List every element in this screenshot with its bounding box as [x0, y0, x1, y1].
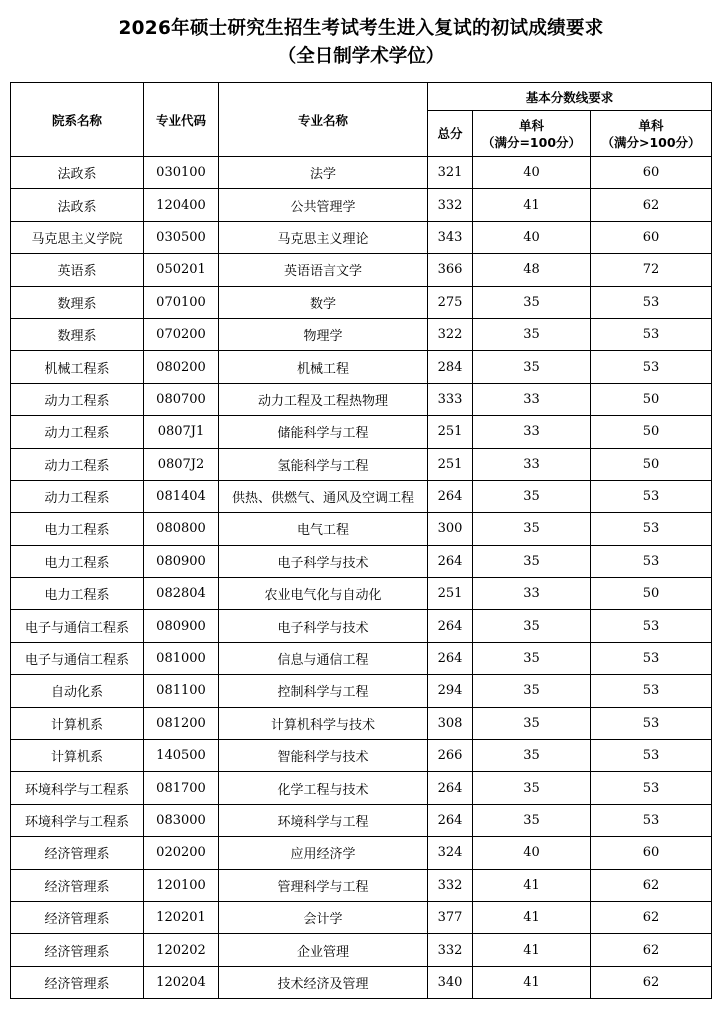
cell-dept: 自动化系	[11, 675, 144, 707]
cell-major: 马克思主义理论	[219, 221, 428, 253]
header-major: 专业名称	[219, 83, 428, 157]
header-basic-score-group: 基本分数线要求	[428, 83, 712, 111]
cell-single-over-100: 53	[591, 480, 712, 512]
cell-single-over-100: 50	[591, 416, 712, 448]
cell-code: 080700	[144, 383, 219, 415]
cell-total: 300	[428, 513, 473, 545]
cell-total: 343	[428, 221, 473, 253]
cell-single-over-100: 53	[591, 286, 712, 318]
cell-code: 080900	[144, 545, 219, 577]
cell-single-100: 35	[473, 675, 591, 707]
table-row	[11, 642, 712, 674]
cell-single-over-100: 60	[591, 157, 712, 189]
header-single-over-100-line1: 单科	[638, 117, 664, 133]
cell-dept: 马克思主义学院	[11, 221, 144, 253]
cell-major: 技术经济及管理	[219, 966, 428, 998]
cell-code: 070200	[144, 318, 219, 350]
cell-single-over-100: 53	[591, 610, 712, 642]
cell-single-100: 35	[473, 740, 591, 772]
cell-single-100: 40	[473, 157, 591, 189]
cell-code: 030100	[144, 157, 219, 189]
cell-major: 机械工程	[219, 351, 428, 383]
cell-code: 082804	[144, 578, 219, 610]
cell-total: 275	[428, 286, 473, 318]
cell-code: 083000	[144, 804, 219, 836]
cell-single-over-100: 60	[591, 837, 712, 869]
cell-dept: 经济管理系	[11, 901, 144, 933]
cell-single-100: 41	[473, 901, 591, 933]
header-single-100	[473, 111, 591, 157]
cell-single-over-100: 62	[591, 934, 712, 966]
cell-code: 081200	[144, 707, 219, 739]
cell-code: 120202	[144, 934, 219, 966]
cell-dept: 法政系	[11, 189, 144, 221]
table-row	[11, 869, 712, 901]
cell-single-100: 35	[473, 545, 591, 577]
cell-code: 080200	[144, 351, 219, 383]
cell-dept: 电子与通信工程系	[11, 642, 144, 674]
cell-total: 332	[428, 934, 473, 966]
cell-single-over-100: 53	[591, 351, 712, 383]
cell-single-over-100: 62	[591, 869, 712, 901]
cell-single-over-100: 53	[591, 642, 712, 674]
cell-single-100: 35	[473, 772, 591, 804]
cell-single-100: 35	[473, 480, 591, 512]
cell-code: 081404	[144, 480, 219, 512]
cell-dept: 动力工程系	[11, 416, 144, 448]
cell-major: 英语语言文学	[219, 254, 428, 286]
cell-major: 电气工程	[219, 513, 428, 545]
cell-major: 电子科学与技术	[219, 610, 428, 642]
header-single-100-line2: （满分=100分）	[481, 134, 582, 150]
cell-dept: 计算机系	[11, 740, 144, 772]
cell-dept: 经济管理系	[11, 934, 144, 966]
header-single-over-100	[591, 111, 712, 157]
cell-major: 信息与通信工程	[219, 642, 428, 674]
cell-total: 322	[428, 318, 473, 350]
cell-total: 264	[428, 642, 473, 674]
cell-single-100: 35	[473, 286, 591, 318]
cell-dept: 电力工程系	[11, 578, 144, 610]
cell-total: 332	[428, 189, 473, 221]
header-code: 专业代码	[144, 83, 219, 157]
cell-major: 数学	[219, 286, 428, 318]
cell-single-100: 35	[473, 804, 591, 836]
table-row	[11, 772, 712, 804]
cell-dept: 环境科学与工程系	[11, 804, 144, 836]
cell-single-100: 41	[473, 966, 591, 998]
cell-total: 251	[428, 416, 473, 448]
table-row	[11, 804, 712, 836]
table-row	[11, 351, 712, 383]
cell-single-over-100: 72	[591, 254, 712, 286]
cell-major: 会计学	[219, 901, 428, 933]
cell-code: 0807J1	[144, 416, 219, 448]
cell-total: 251	[428, 578, 473, 610]
table-row	[11, 383, 712, 415]
cell-code: 050201	[144, 254, 219, 286]
cell-dept: 环境科学与工程系	[11, 772, 144, 804]
table-row	[11, 513, 712, 545]
header-total: 总分	[428, 111, 473, 157]
cell-total: 321	[428, 157, 473, 189]
cell-dept: 经济管理系	[11, 966, 144, 998]
cell-dept: 数理系	[11, 318, 144, 350]
cell-total: 284	[428, 351, 473, 383]
cell-major: 应用经济学	[219, 837, 428, 869]
cell-single-over-100: 53	[591, 707, 712, 739]
table-row	[11, 157, 712, 189]
cell-total: 366	[428, 254, 473, 286]
cell-single-100: 33	[473, 383, 591, 415]
cell-single-over-100: 62	[591, 189, 712, 221]
cell-code: 081700	[144, 772, 219, 804]
table-row	[11, 707, 712, 739]
cell-total: 264	[428, 772, 473, 804]
cell-single-100: 35	[473, 513, 591, 545]
cell-dept: 经济管理系	[11, 837, 144, 869]
cell-single-over-100: 62	[591, 901, 712, 933]
cell-total: 264	[428, 610, 473, 642]
cell-code: 080800	[144, 513, 219, 545]
table-row	[11, 610, 712, 642]
table-row	[11, 254, 712, 286]
cell-single-100: 41	[473, 189, 591, 221]
document-title: 2026年硕士研究生招生考试考生进入复试的初试成绩要求	[118, 18, 604, 39]
score-requirements-table	[10, 82, 712, 999]
header-single-over-100-line2: （满分>100分）	[601, 134, 701, 150]
table-row	[11, 740, 712, 772]
cell-dept: 动力工程系	[11, 383, 144, 415]
cell-code: 140500	[144, 740, 219, 772]
cell-total: 333	[428, 383, 473, 415]
cell-single-over-100: 53	[591, 545, 712, 577]
table-row	[11, 966, 712, 998]
cell-total: 308	[428, 707, 473, 739]
cell-dept: 电力工程系	[11, 513, 144, 545]
cell-dept: 动力工程系	[11, 448, 144, 480]
cell-major: 供热、供燃气、通风及空调工程	[219, 480, 428, 512]
cell-code: 080900	[144, 610, 219, 642]
cell-code: 030500	[144, 221, 219, 253]
cell-major: 智能科学与技术	[219, 740, 428, 772]
cell-major: 环境科学与工程	[219, 804, 428, 836]
cell-single-over-100: 53	[591, 318, 712, 350]
cell-major: 计算机科学与技术	[219, 707, 428, 739]
cell-single-100: 35	[473, 351, 591, 383]
cell-single-over-100: 53	[591, 772, 712, 804]
cell-total: 264	[428, 804, 473, 836]
cell-single-over-100: 50	[591, 383, 712, 415]
cell-total: 377	[428, 901, 473, 933]
cell-code: 070100	[144, 286, 219, 318]
cell-code: 120201	[144, 901, 219, 933]
cell-major: 化学工程与技术	[219, 772, 428, 804]
cell-single-over-100: 53	[591, 675, 712, 707]
cell-major: 农业电气化与自动化	[219, 578, 428, 610]
cell-single-100: 33	[473, 416, 591, 448]
cell-total: 264	[428, 480, 473, 512]
cell-code: 0807J2	[144, 448, 219, 480]
table-row	[11, 545, 712, 577]
document-subtitle: （全日制学术学位）	[277, 46, 445, 67]
cell-single-100: 33	[473, 448, 591, 480]
cell-single-100: 40	[473, 221, 591, 253]
cell-single-100: 41	[473, 934, 591, 966]
cell-dept: 法政系	[11, 157, 144, 189]
cell-code: 081000	[144, 642, 219, 674]
cell-major: 物理学	[219, 318, 428, 350]
cell-major: 控制科学与工程	[219, 675, 428, 707]
table-row	[11, 318, 712, 350]
cell-major: 氢能科学与工程	[219, 448, 428, 480]
cell-major: 电子科学与技术	[219, 545, 428, 577]
cell-single-100: 33	[473, 578, 591, 610]
cell-dept: 电子与通信工程系	[11, 610, 144, 642]
cell-single-over-100: 62	[591, 966, 712, 998]
cell-dept: 计算机系	[11, 707, 144, 739]
cell-single-over-100: 53	[591, 513, 712, 545]
table-row	[11, 221, 712, 253]
header-dept: 院系名称	[11, 83, 144, 157]
cell-single-100: 48	[473, 254, 591, 286]
cell-dept: 电力工程系	[11, 545, 144, 577]
cell-total: 264	[428, 545, 473, 577]
cell-dept: 英语系	[11, 254, 144, 286]
table-row	[11, 837, 712, 869]
cell-single-100: 35	[473, 707, 591, 739]
cell-total: 266	[428, 740, 473, 772]
cell-single-100: 35	[473, 318, 591, 350]
table-row	[11, 448, 712, 480]
cell-major: 法学	[219, 157, 428, 189]
cell-code: 120400	[144, 189, 219, 221]
cell-major: 公共管理学	[219, 189, 428, 221]
cell-major: 动力工程及工程热物理	[219, 383, 428, 415]
cell-total: 294	[428, 675, 473, 707]
cell-total: 332	[428, 869, 473, 901]
cell-single-over-100: 50	[591, 578, 712, 610]
table-row	[11, 901, 712, 933]
cell-total: 324	[428, 837, 473, 869]
cell-single-100: 40	[473, 837, 591, 869]
table-body	[11, 157, 712, 999]
table-row	[11, 416, 712, 448]
cell-single-100: 41	[473, 869, 591, 901]
cell-code: 120204	[144, 966, 219, 998]
cell-total: 340	[428, 966, 473, 998]
cell-dept: 经济管理系	[11, 869, 144, 901]
cell-major: 管理科学与工程	[219, 869, 428, 901]
cell-dept: 动力工程系	[11, 480, 144, 512]
header-single-100-line1: 单科	[518, 117, 544, 133]
cell-major: 企业管理	[219, 934, 428, 966]
cell-total: 251	[428, 448, 473, 480]
table-row	[11, 286, 712, 318]
cell-dept: 机械工程系	[11, 351, 144, 383]
cell-single-over-100: 53	[591, 740, 712, 772]
cell-single-over-100: 53	[591, 804, 712, 836]
cell-code: 120100	[144, 869, 219, 901]
table-row	[11, 189, 712, 221]
cell-code: 020200	[144, 837, 219, 869]
cell-single-100: 35	[473, 642, 591, 674]
cell-single-over-100: 50	[591, 448, 712, 480]
cell-major: 储能科学与工程	[219, 416, 428, 448]
table-row	[11, 578, 712, 610]
cell-single-100: 35	[473, 610, 591, 642]
table-row	[11, 934, 712, 966]
cell-dept: 数理系	[11, 286, 144, 318]
cell-single-over-100: 60	[591, 221, 712, 253]
table-row	[11, 480, 712, 512]
table-row	[11, 675, 712, 707]
cell-code: 081100	[144, 675, 219, 707]
